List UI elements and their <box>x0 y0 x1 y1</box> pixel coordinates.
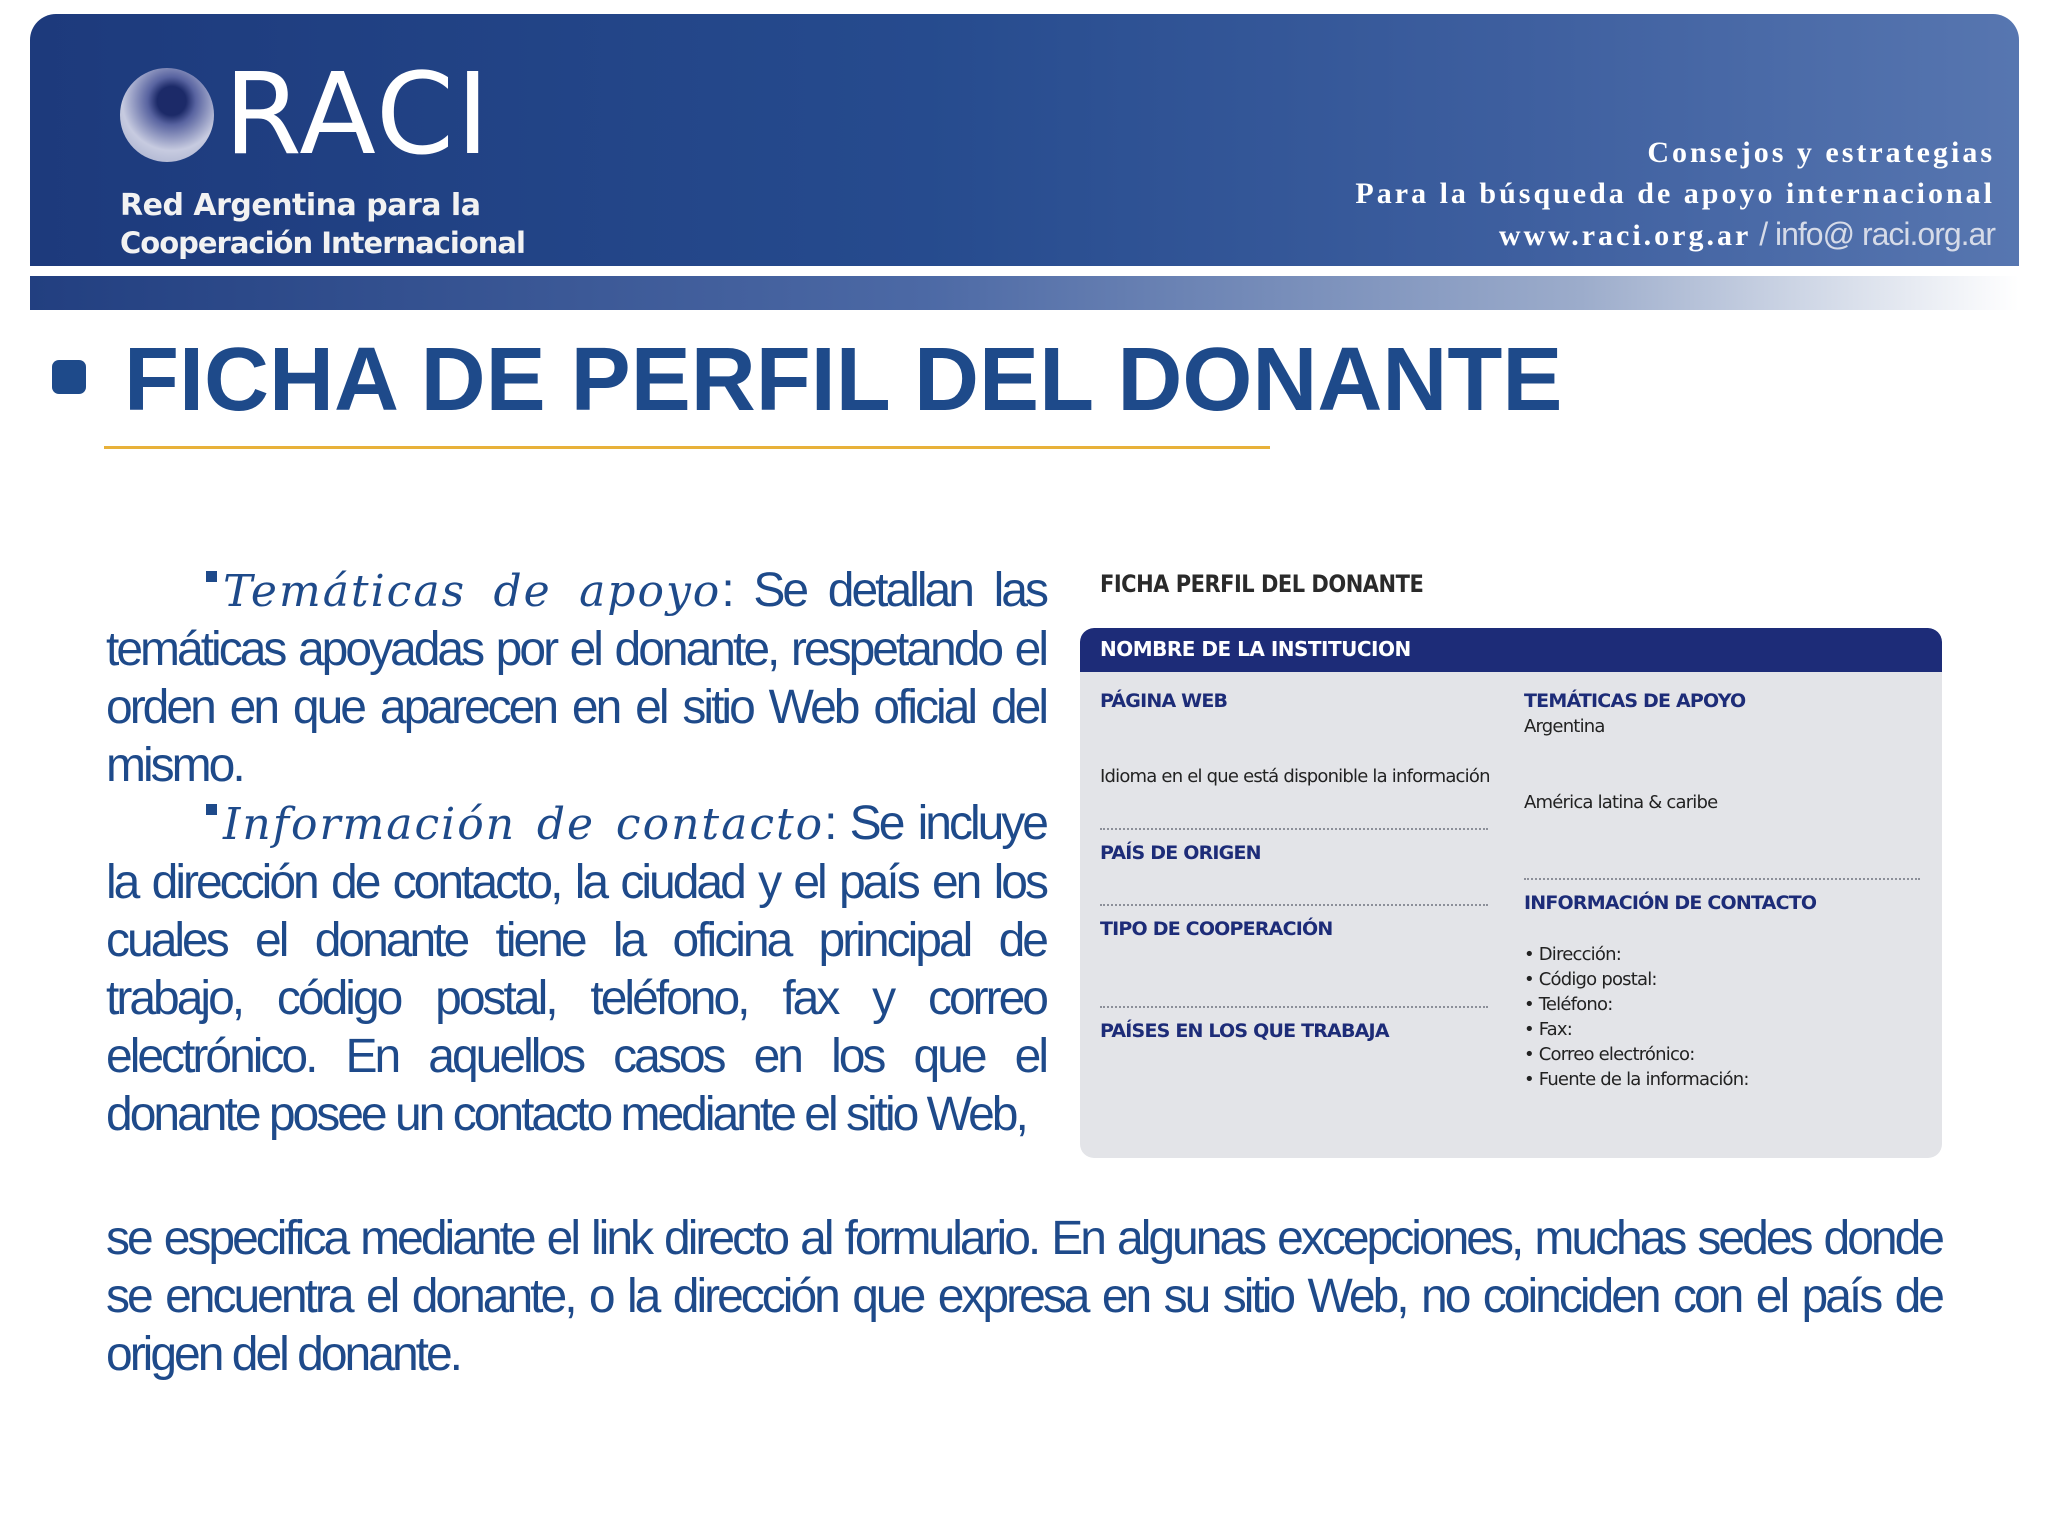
donor-profile-form <box>1080 628 1942 1158</box>
field-divider <box>1100 828 1488 830</box>
language-text: Idioma en el que está disponible la información <box>1100 766 1490 787</box>
origin-country-label: PAÍS DE ORIGEN <box>1100 842 1261 864</box>
form-heading: FICHA PERFIL DEL DONANTE <box>1100 570 1424 598</box>
raci-logo[interactable] <box>120 44 525 260</box>
globe-icon <box>120 68 214 162</box>
field-divider <box>1100 904 1488 906</box>
email-link[interactable]: info@ raci.org.ar <box>1774 216 1995 252</box>
body-text-continuation <box>106 1210 1942 1384</box>
field-divider <box>1524 878 1920 880</box>
field-divider <box>1100 1006 1488 1008</box>
contact-field-item: • Correo electrónico: <box>1524 1042 1749 1067</box>
bullet-square-icon <box>206 571 217 582</box>
bullet-tematicas <box>106 562 1046 795</box>
title-bullet-icon <box>52 360 86 394</box>
logo-tagline-line-2: Cooperación Internacional <box>120 226 525 260</box>
region-value: América latina & caribe <box>1524 792 1718 813</box>
header-gradient-strip <box>30 276 2019 310</box>
slide-title: FICHA DE PERFIL DEL DONANTE <box>124 330 1563 430</box>
title-underline <box>104 446 1270 449</box>
term-tematicas: Temáticas de apoyo <box>223 566 722 617</box>
contact-info-label: INFORMACIÓN DE CONTACTO <box>1524 892 1817 914</box>
header-slogan: Consejos y estrategias <box>1647 136 1995 169</box>
web-page-label: PÁGINA WEB <box>1100 690 1228 712</box>
header-contact-line <box>1355 214 1995 256</box>
bullet-square-icon <box>206 804 217 815</box>
contact-field-item: • Dirección: <box>1524 942 1749 967</box>
logo-wordmark: RACI <box>224 50 492 180</box>
header-banner <box>30 14 2019 266</box>
cooperation-type-label: TIPO DE COOPERACIÓN <box>1100 918 1333 940</box>
contact-field-item: • Fuente de la información: <box>1524 1067 1749 1092</box>
working-countries-label: PAÍSES EN LOS QUE TRABAJA <box>1100 1020 1389 1042</box>
contact-separator: / <box>1751 216 1775 252</box>
contact-field-item: • Teléfono: <box>1524 992 1749 1017</box>
header-subtitle: Para la búsqueda de apoyo internacional <box>1355 177 1995 210</box>
website-link[interactable]: www.raci.org.ar <box>1498 219 1752 252</box>
contact-field-item: • Fax: <box>1524 1017 1749 1042</box>
support-themes-label: TEMÁTICAS DE APOYO <box>1524 690 1746 712</box>
text-contacto: : Se incluye la dirección de contacto, la ciudad y el país en los cuales el donante tiene la oficina principal de trabajo, código postal, teléfono, fax y correo electrónico. En aquellos casos en los que el donante posee un contacto mediante el sitio Web, <box>106 797 1046 1141</box>
logo-tagline-line-1: Red Argentina para la <box>120 188 481 223</box>
contact-fields-list <box>1524 942 1749 1092</box>
text-tematicas: : Se detallan las temáticas apoyadas por el donante, respetando el orden en que aparecen en el sitio Web oficial del mismo. <box>106 564 1046 792</box>
body-text-column <box>106 562 1046 1144</box>
form-header-bar <box>1080 628 1942 672</box>
header-info <box>1355 132 1995 256</box>
bullet-contacto <box>106 795 1046 1144</box>
contact-field-item: • Código postal: <box>1524 967 1749 992</box>
support-themes-value: Argentina <box>1524 716 1605 737</box>
continuation-paragraph: se especifica mediante el link directo al formulario. En algunas excepciones, muchas sedes donde se encuentra el donante, o la dirección que expresa en su sitio Web, no coinciden con el país de origen del donante. <box>106 1212 1942 1381</box>
institution-name-label: NOMBRE DE LA INSTITUCION <box>1100 637 1411 661</box>
term-contacto: Información de contacto <box>223 799 825 850</box>
